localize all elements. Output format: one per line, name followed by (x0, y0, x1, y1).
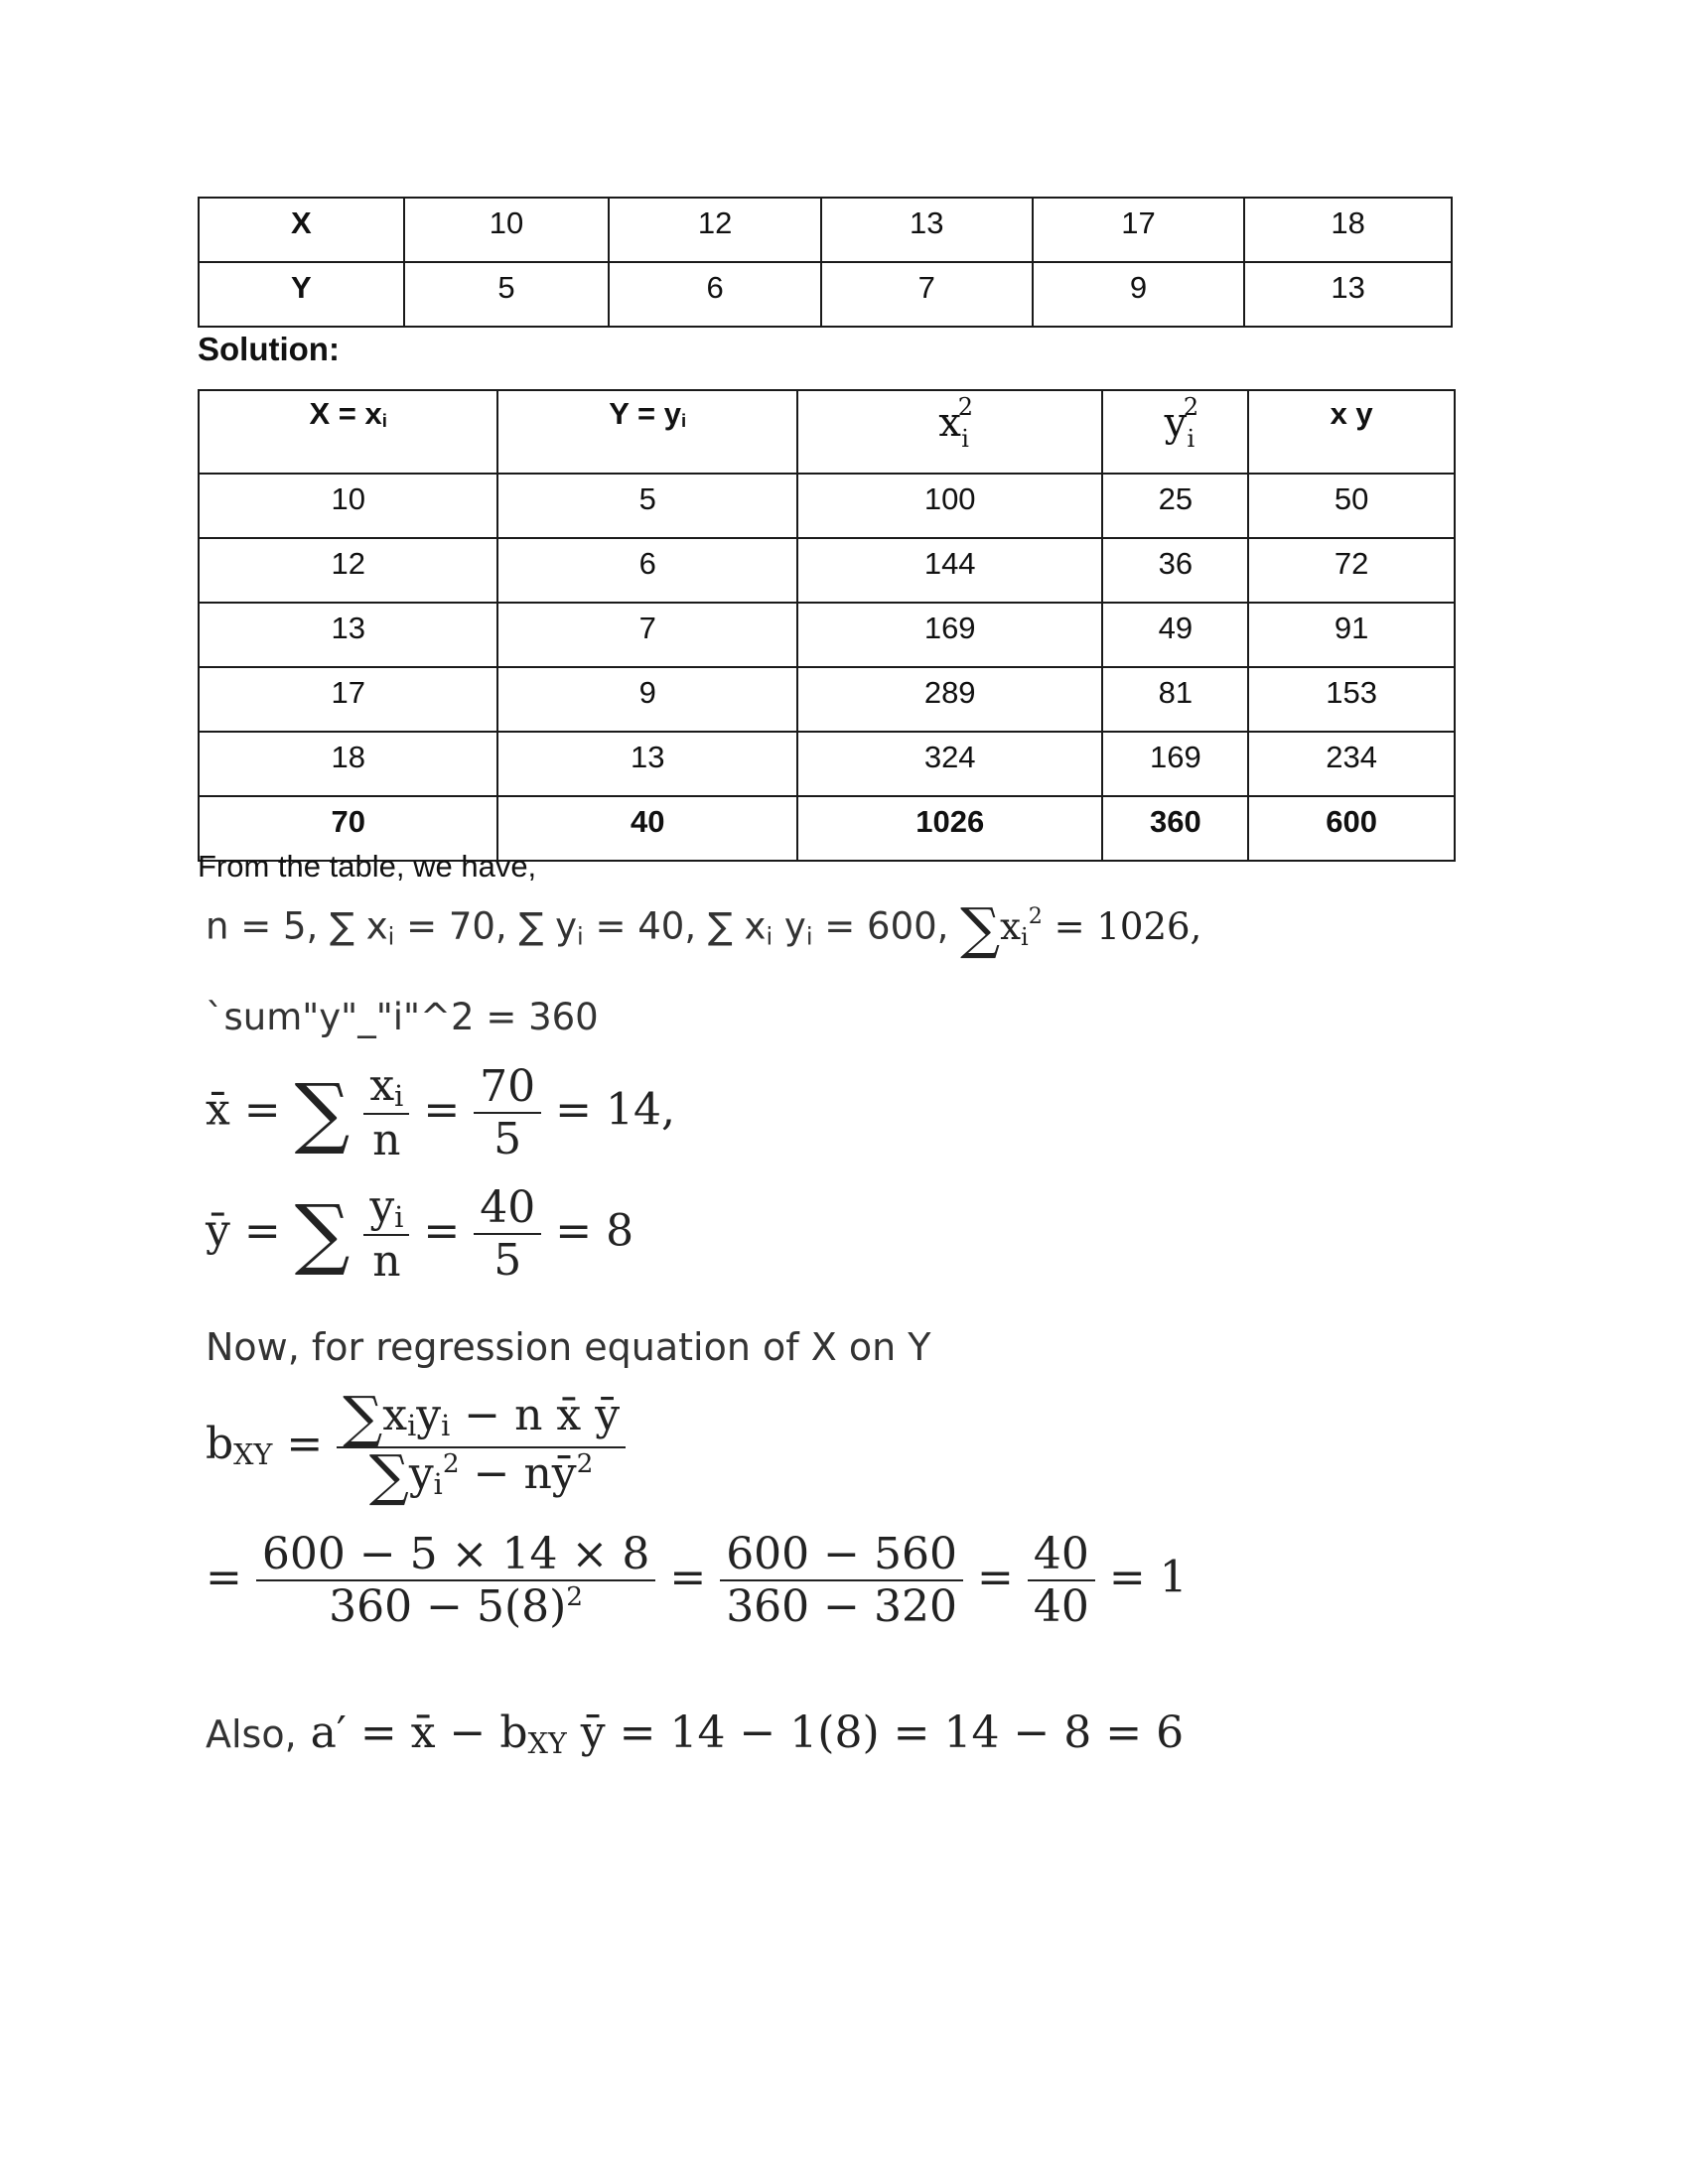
table-cell: 13 (199, 603, 497, 667)
x-label: X (199, 198, 404, 262)
table-cell: 25 (1102, 474, 1248, 538)
y-value: 7 (821, 262, 1033, 327)
x-value: 12 (609, 198, 821, 262)
total-cell: 600 (1248, 796, 1455, 861)
table-cell: 234 (1248, 732, 1455, 796)
ascii-math-line: `sum"y"_"i"^2 = 360 (206, 996, 599, 1038)
table-cell: 9 (497, 667, 796, 732)
solution-table (198, 389, 1456, 862)
header-x-squared: x 2 i (797, 390, 1103, 474)
solution-header-row (199, 390, 1455, 474)
table-cell: 50 (1248, 474, 1455, 538)
y-row (199, 262, 1452, 327)
total-cell: 70 (199, 796, 497, 861)
table-cell: 36 (1102, 538, 1248, 603)
intercept-equation: Also, a′ = x̄ − $b_{XY}$ ȳ = 14 − 1(8) = 14 − 8 = 6 (206, 1707, 1185, 1760)
header-x: $X = x_i$ (199, 390, 497, 474)
table-cell: 324 (797, 732, 1103, 796)
x-bar-equation: x̄ = ∑ $\frac{x_i}{n}$ = $\frac{70}{5}$ = 14, (206, 1060, 675, 1165)
total-cell: 1026 (797, 796, 1103, 861)
table-cell: 81 (1102, 667, 1248, 732)
header-xy: x y (1248, 390, 1455, 474)
table-cell: 169 (797, 603, 1103, 667)
table-cell: 6 (497, 538, 796, 603)
total-cell: 40 (497, 796, 796, 861)
table-cell: 49 (1102, 603, 1248, 667)
table-row (199, 603, 1455, 667)
table-cell: 10 (199, 474, 497, 538)
y-bar-equation: ȳ = ∑ $\frac{y_i}{n}$ = $\frac{40}{5}$ = 8 (206, 1181, 634, 1287)
table-cell: 5 (497, 474, 796, 538)
table-cell: 289 (797, 667, 1103, 732)
x-value: 13 (821, 198, 1033, 262)
bxy-calculation: = $\frac{600 - 5 \times 14 \times 8}{360 - 5(8)^2}$ = $\frac{600 - 560}{360 - 320}$ = $\frac{40}{40}$ = 1 (206, 1529, 1188, 1632)
table-row (199, 538, 1455, 603)
y-value: 13 (1244, 262, 1452, 327)
table-cell: 17 (199, 667, 497, 732)
y-value: 9 (1033, 262, 1245, 327)
y-value: 5 (404, 262, 610, 327)
bxy-formula: $b_{XY}$ = $\frac{\sum x_iy_i - n x̄ ȳ}{\sum y_i^2 - nȳ^2}$ (206, 1390, 626, 1504)
table-cell: 100 (797, 474, 1103, 538)
x-row (199, 198, 1452, 262)
table-cell: 91 (1248, 603, 1455, 667)
header-y: $Y = y_i$ (497, 390, 796, 474)
table-row (199, 667, 1455, 732)
regression-text: Now, for regression equation of X on Y (206, 1325, 931, 1369)
from-table-text: From the table, we have, (198, 849, 537, 884)
total-cell: 360 (1102, 796, 1248, 861)
table-cell: 153 (1248, 667, 1455, 732)
table-cell: 144 (797, 538, 1103, 603)
table-cell: 72 (1248, 538, 1455, 603)
x-value: 10 (404, 198, 610, 262)
sums-line: n = 5, ∑ $x_i = 70$, ∑ $y_i = 40$, ∑ $x_i$ $y_i = 600$, $\sum x_i^2 = 1026$, (206, 896, 1202, 961)
table-cell: 169 (1102, 732, 1248, 796)
x-value: 18 (1244, 198, 1452, 262)
y-value: 6 (609, 262, 821, 327)
table-cell: 13 (497, 732, 796, 796)
table-cell: 7 (497, 603, 796, 667)
x-value: 17 (1033, 198, 1245, 262)
header-y-squared: y 2 i (1102, 390, 1248, 474)
table-cell: 18 (199, 732, 497, 796)
y-label: Y (199, 262, 404, 327)
table-row (199, 732, 1455, 796)
given-data-table (198, 197, 1453, 328)
solution-heading: Solution: (198, 331, 340, 367)
table-cell: 12 (199, 538, 497, 603)
table-row (199, 474, 1455, 538)
